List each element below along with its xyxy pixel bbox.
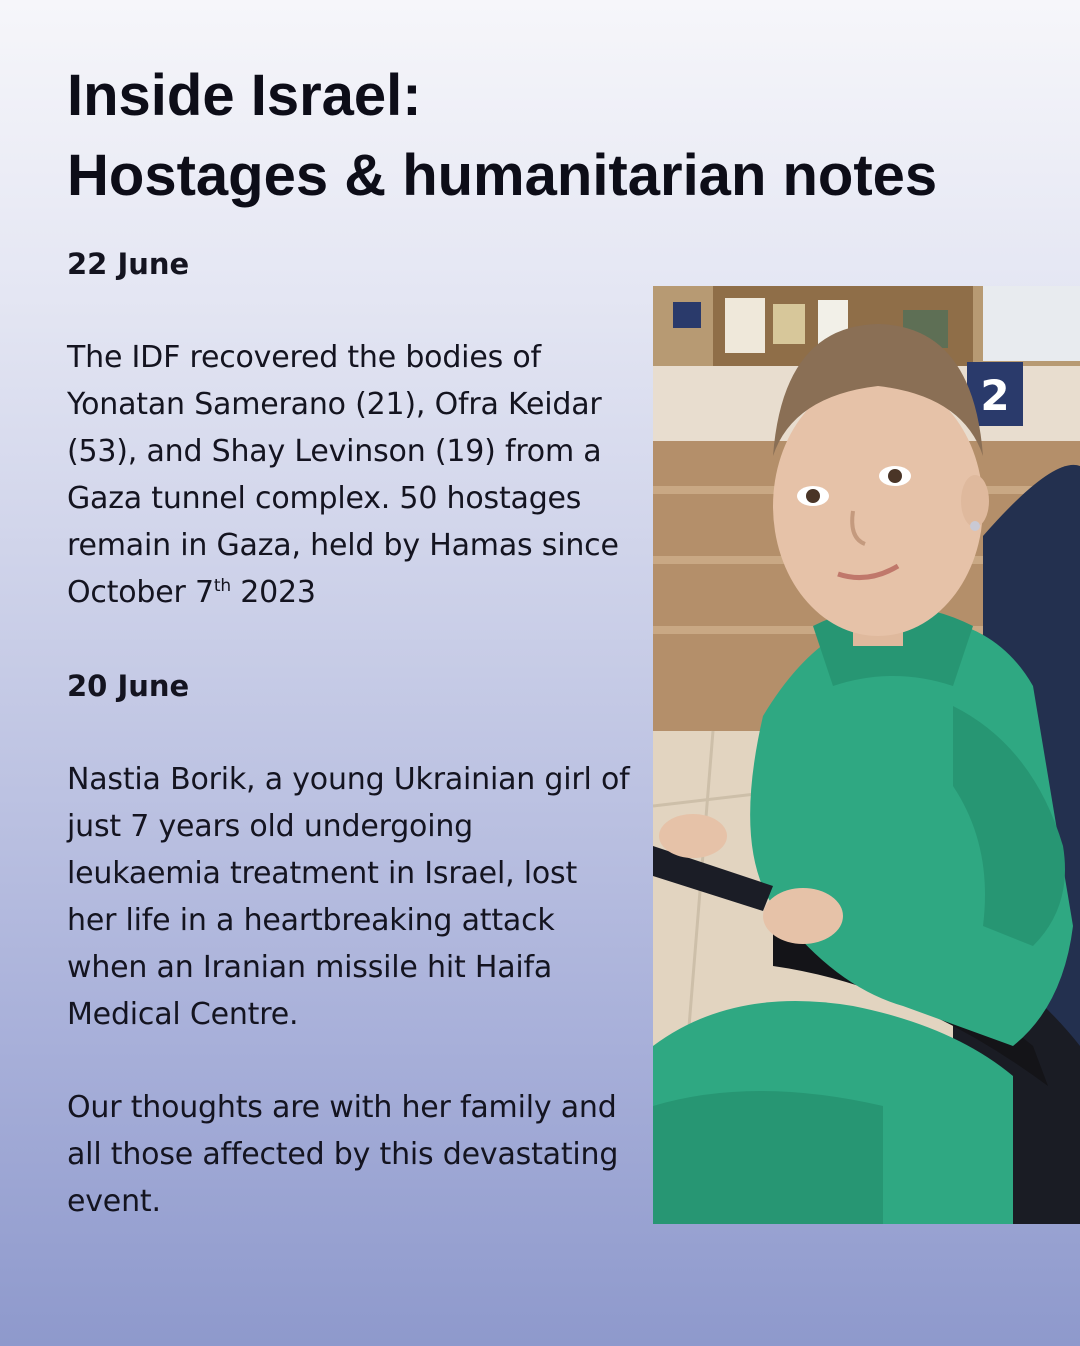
counter-number: 2 bbox=[980, 371, 1010, 420]
entry-date-20-june: 20 June bbox=[67, 669, 190, 703]
page-title bbox=[67, 56, 1057, 216]
condolence-text: Our thoughts are with her family and all those affected by this devastating event. bbox=[67, 1090, 619, 1219]
entry-text-20-june: Nastia Borik, a young Ukrainian girl of just 7 years old undergoing leukaemia treatment in Israel, lost her life in a heartbreaking attack when an Iranian missile hit Haifa Medical Centre. bbox=[67, 762, 630, 1032]
page-title-line-1: Inside Israel: bbox=[67, 63, 422, 128]
entry-text-22-june bbox=[67, 334, 632, 616]
entry-date-22-june: 22 June bbox=[67, 247, 190, 281]
entry-text-main: The IDF recovered the bodies of Yonatan Samerano (21), Ofra Keidar (53), and Shay Levinson (19) from a Gaza tunnel complex. 50 hostages remain in Gaza, held by Hamas since October 7 bbox=[67, 340, 619, 610]
news-column bbox=[67, 240, 632, 1225]
page-title-line-2: Hostages & humanitarian notes bbox=[67, 143, 938, 208]
photo-child-hospital bbox=[653, 286, 1080, 1224]
entry-text-year: 2023 bbox=[230, 575, 316, 610]
ordinal-suffix: th bbox=[213, 576, 231, 596]
